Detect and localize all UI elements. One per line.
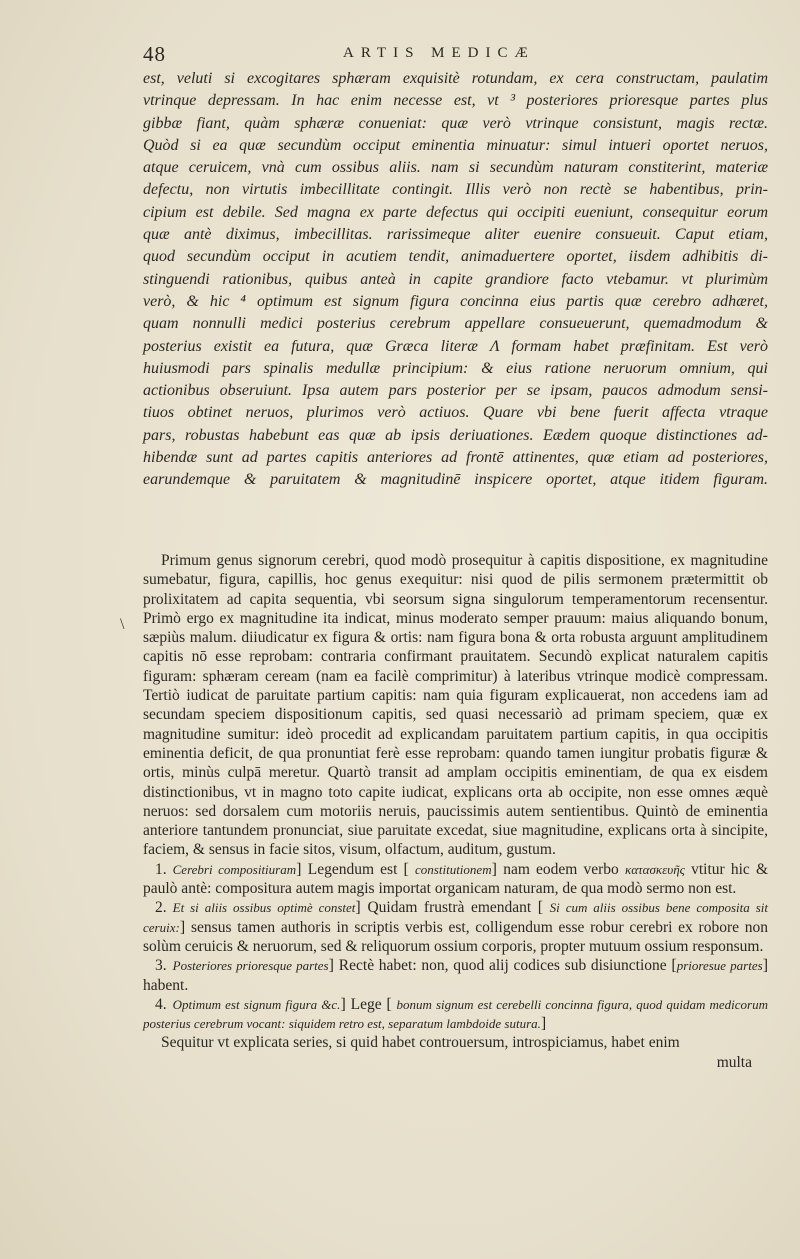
text-line: quod secundùm occiput in acutiem tendit, animaduertere oportet, iisdem adhibitis di- bbox=[143, 248, 768, 266]
note-lemma: Cerebri compositiuram bbox=[172, 861, 297, 877]
text-line: tiuos obtinet neruos, plurimos verò actiuos. Quare vbi bene fuerit affecta vtraque bbox=[143, 404, 768, 422]
note-number: 2. bbox=[155, 899, 167, 917]
text-line: hibendæ sunt ad partes capitis anteriores ad frontē attinentes, quæ etiam ad posteriores, bbox=[143, 449, 768, 467]
hippocratic-text bbox=[143, 68, 768, 492]
commentary-paragraph: Primum genus signorum cerebri, quod modò prosequitur à capitis dispositione, ex magnitudine sumebatur, figura, capillis, hoc genus exequitur: nisi quod de pilis sermonem prætermittit ob prolixitatem ad capita sequentia, vbi seorsum signa singulorum temperamentorum recensentur. Primò ergo ex magnitudine ita indicat, minus moderato semper prauum: maius aliquando bonum, sæpiùs malum. diiudicatur ex figura & ortis: nam figura bona & orta robusta arguunt amplitudinem capitis nō esse reprobam: contraria confirmant prauitatem. Secundò explicat naturalem capitis figuram: sphæram ceream (nam ea facilè comprimitur) à lateribus vtrinque modicè compressam. Tertiò iudicat de paruitate partium capitis: nam quia figuram explicauerat, non accedens iam ad secundam speciem dispositionum capitis, sed quasi necessariò ad primam speciem, quæ ex magnitudine sumitur: ideò procedit ad explicandam paruitatem partium capitis, in qua occipitis eminentia deficit, de qua pronuntiat ferè esse reprobam: quando tamen iungitur probatis figuræ & ortis, minùs culpā meretur. Quartò transit ad amplam occipitis eminentiam, de qua ex eisdem distinctionibus, vt in magno toto capite iudicat, explicans orta ab occipite, non esse omnes æquè neruos: sed dorsalem cum motoriis neruis, paucissimis autem sentientibus. Quintò de eminentia anteriore tantundem pronunciat, siue paruitate excedat, siue magnitudine, explicans orta à sincipite, faciem, & sensus in facie sitos, visum, olfactum, auditum, gustum. bbox=[143, 552, 768, 859]
text-line: pars, robustas habebunt eas quæ ab ipsis deriuationes. Eædem quoque distinctiones ad- bbox=[143, 426, 768, 444]
note-1: 1. Cerebri compositiuram] Legendum est [ constitutionem] nam eodem verbo κατασκευῆς vtitur hic & paulò antè: compositura autem magis importat organicam naturam, de qua modò sermo non est. bbox=[143, 860, 769, 898]
note-text: Rectè habet: non, quod alij codices sub disiunctione bbox=[338, 957, 667, 975]
note-lemma: Et si aliis ossibus optimè constet bbox=[172, 900, 356, 916]
note-number: 4. bbox=[155, 995, 167, 1013]
note-text: nam eodem verbo bbox=[503, 860, 619, 878]
text-line: vtrinque depressam. In hac enim necesse est, vt ³ posteriores prioresque partes plus bbox=[143, 92, 768, 110]
text-line: stinguendi rationibus, quibus anteà in capite grandiore facto vtebamur. vt plurimùm bbox=[143, 270, 768, 288]
text-line: posterius existit ea futura, quæ Græca literæ Λ formam habet præfinitam. Est verò bbox=[143, 337, 768, 355]
note-text: Quidam frustrà emendant bbox=[367, 899, 532, 917]
note-text: Lege bbox=[350, 995, 382, 1013]
text-line: actionibus obseruiunt. Ipsa autem pars posterior per se ipsam, paucos admodum sensi- bbox=[143, 382, 768, 400]
text-line: verò, & hic ⁴ optimum est signum figura concinna eius partis quæ cerebro adhæret, bbox=[143, 292, 768, 310]
note-number: 1. bbox=[155, 860, 167, 878]
note-4: 4. Optimum est signum figura &c.] Lege [ bonum signum est cerebelli concinna figura, quod quidam medicorum posterius cerebrum vocant: siquidem retro est, separatum lambdoide sutura.] bbox=[143, 995, 768, 1033]
text-line: huiusmodi pars spinalis medullæ principium: & eius ratione neruorum omnium, qui bbox=[143, 359, 768, 377]
note-text: vtitur hic & paulò antè: compositura autem magis importat organicam naturam, de qua modò sermo non est. bbox=[143, 860, 769, 898]
text-line: defectu, non virtutis imbecillitate contingit. Illis verò non rectè se habentibus, prin- bbox=[143, 181, 768, 199]
page-header bbox=[143, 38, 765, 64]
final-line: Sequitur vt explicata series, si quid habet controuersum, introspiciamus, habet enim bbox=[161, 1034, 680, 1052]
text-line: quam nonnulli medici posterius cerebrum appellare consueuerunt, quemadmodum & bbox=[143, 315, 768, 333]
note-correction: bonum signum est cerebelli concinna figura, quod quidam medicorum posterius cerebrum vocant: siquidem retro est, separatum lambdoide sutura. bbox=[143, 996, 768, 1032]
text-line: gibbæ fiant, quàm sphæræ conueniat: quæ verò vtrinque consistunt, magis rectæ. bbox=[143, 114, 768, 132]
greek-word: κατασκευῆς bbox=[624, 861, 685, 877]
text-line: quæ antè diximus, imbecillitas. rarissimeque aliter euenire consueuit. Caput etiam, bbox=[143, 226, 768, 244]
page-number: 48 bbox=[143, 42, 166, 66]
commentary bbox=[143, 551, 768, 1072]
note-2: 2. Et si aliis ossibus optimè constet] Quidam frustrà emendant [ Si cum aliis ossibus bene composita sit ceruix:] sensus tamen authoris in scriptis verbis est, colligendum esse robur cerebri ex robore non solùm ceruicis & neruorum, sed & reliquorum ossium corporis, propter mutuum ossium responsum. bbox=[143, 899, 768, 955]
note-3: 3. Posteriores prioresque partes] Rectè habet: non, quod alij codices sub disiunctione [prioresue partes] habent. bbox=[143, 957, 769, 994]
note-text: habent. bbox=[143, 976, 189, 994]
note-lemma: Optimum est signum figura &c. bbox=[172, 996, 341, 1012]
note-text: sensus tamen authoris in scriptis verbis est, colligendum esse robur cerebri ex robore non solùm ceruicis & neruorum, sed & reliquorum ossium corporis, propter mutuum ossium responsum. bbox=[143, 918, 768, 955]
catchword: multa bbox=[716, 1053, 752, 1071]
note-number: 3. bbox=[155, 957, 167, 975]
text-line: atque ceruicem, vnà cum ossibus aliis. nam si secundùm naturam constiterint, materiæ bbox=[143, 159, 768, 177]
note-lemma: Posteriores prioresque partes bbox=[172, 958, 329, 974]
text-line: earundemque & paruitatem & magnitudinē inspicere oportet, atque itidem figuram. bbox=[143, 471, 768, 489]
text-line: Quòd si ea quæ secundùm occiput eminentia minuatur: simul intueri oportet neruos, bbox=[143, 136, 768, 154]
note-correction: prioresue partes bbox=[676, 958, 763, 974]
text-line: cipium est debile. Sed magna ex parte defectus qui occipiti eueniunt, consequitur eorum bbox=[143, 203, 768, 221]
running-title: ARTIS MEDICÆ bbox=[343, 45, 535, 61]
text-line: est, veluti si excogitares sphæram exquisitè rotundam, ex cera constructam, paulatim bbox=[143, 70, 768, 87]
note-correction: Si cum aliis ossibus bene composita sit ceruix: bbox=[143, 900, 768, 935]
note-correction: constitutionem bbox=[415, 861, 492, 877]
margin-mark: \ bbox=[120, 616, 125, 633]
note-text: Legendum est bbox=[307, 860, 398, 878]
